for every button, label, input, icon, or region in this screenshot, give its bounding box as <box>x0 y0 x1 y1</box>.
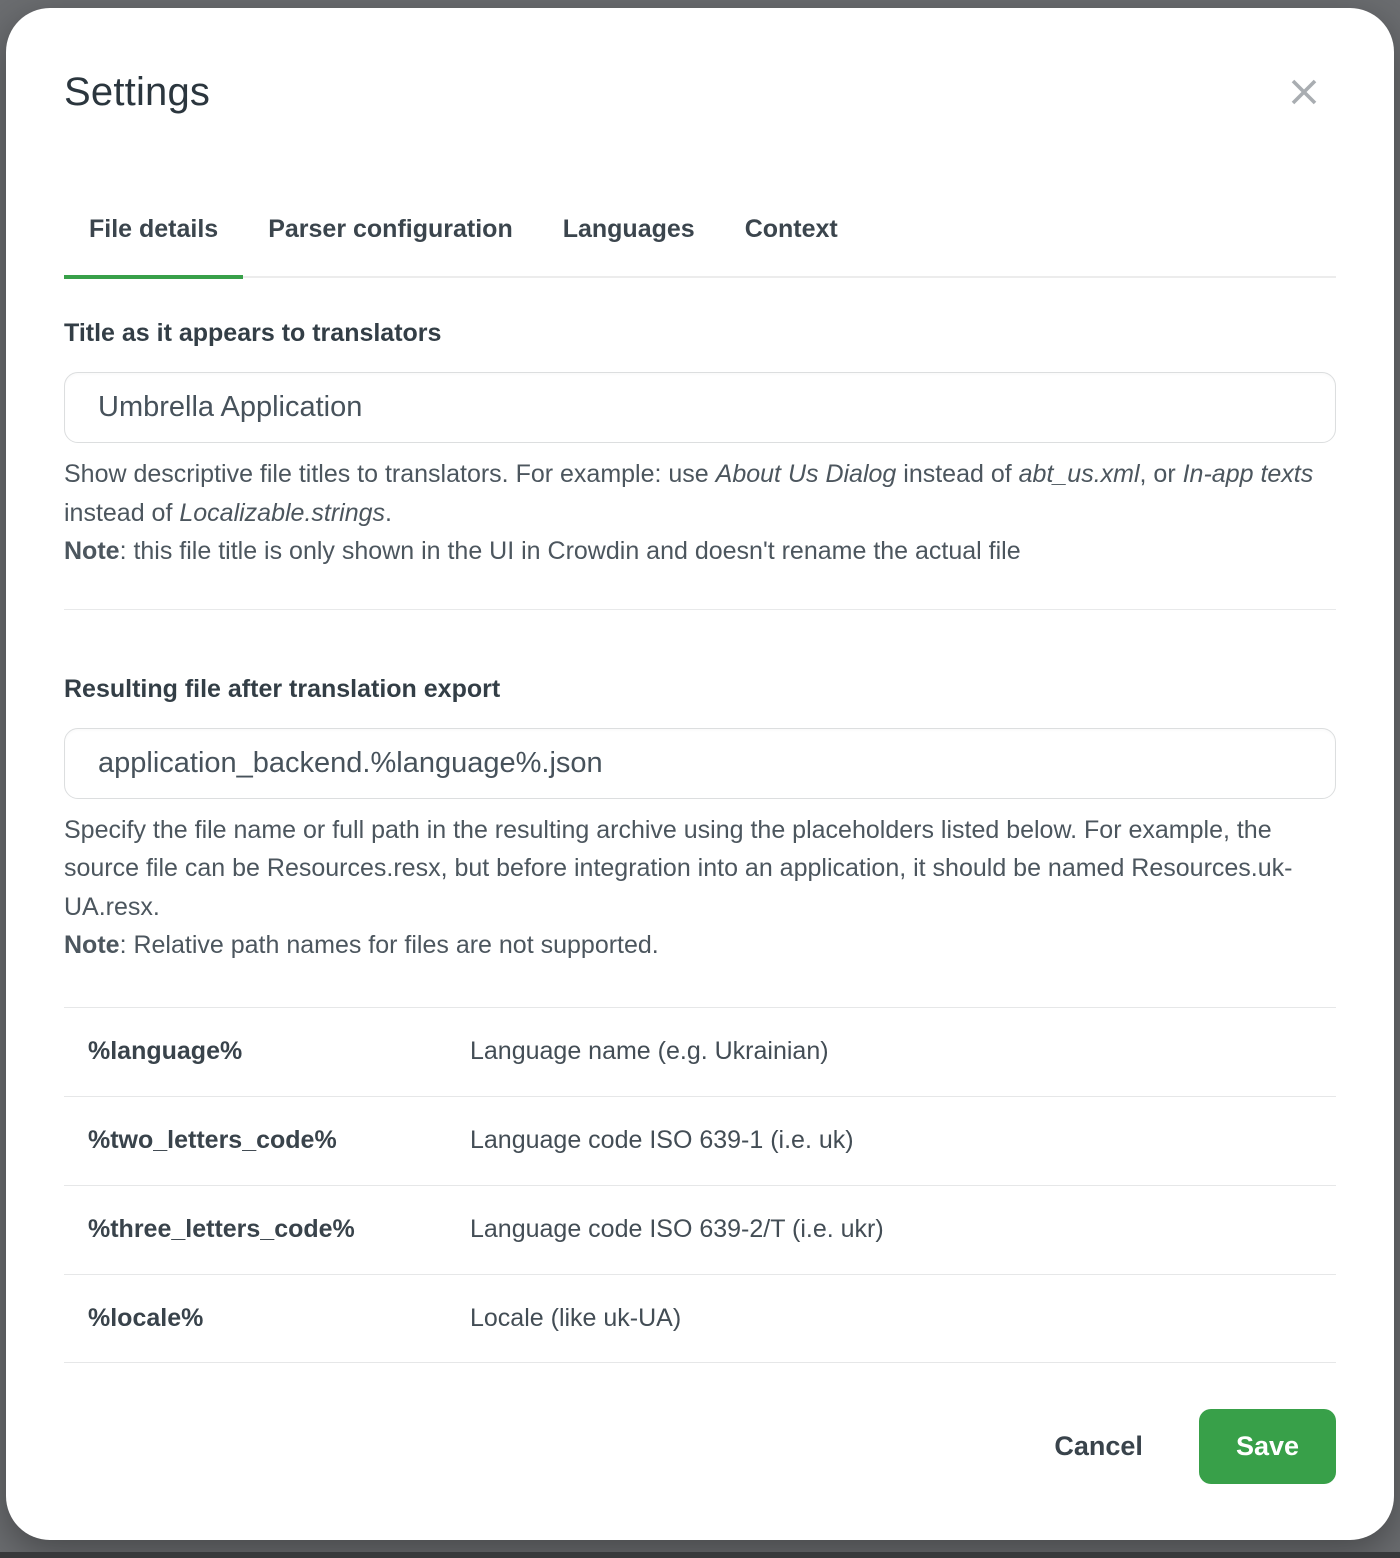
export-field-label: Resulting file after translation export <box>64 674 501 703</box>
modal-header <box>64 8 1336 116</box>
export-filename-input[interactable] <box>64 728 1336 799</box>
placeholders-table <box>64 1007 1336 1363</box>
description-cell: Language name (e.g. Ukrainian) <box>470 1037 829 1065</box>
placeholder-cell: %locale% <box>88 1303 204 1332</box>
section-divider <box>64 609 1336 610</box>
title-input[interactable] <box>64 372 1336 443</box>
export-help-paragraph: Specify the file name or full path in the resulting archive using the placeholders listed below. For example, the source file can be Resources.resx, but before integration into an application, it should be named Resources.uk-UA.resx. <box>64 815 1293 921</box>
page-title: Settings <box>64 70 211 114</box>
section-export-file <box>64 672 1336 965</box>
placeholder-cell: %three_letters_code% <box>88 1215 355 1243</box>
placeholder-cell: %two_letters_code% <box>88 1126 337 1154</box>
modal-footer <box>64 1363 1336 1534</box>
tab-parser-configuration[interactable]: Parser configuration <box>243 212 538 276</box>
tab-languages[interactable]: Languages <box>538 212 720 276</box>
table-row <box>64 1096 1336 1185</box>
title-help-text <box>64 455 1336 571</box>
description-cell: Locale (like uk-UA) <box>470 1303 682 1332</box>
tab-context[interactable]: Context <box>720 212 863 276</box>
close-icon <box>1288 76 1320 108</box>
section-file-title <box>64 316 1336 571</box>
placeholder-cell: %language% <box>88 1037 243 1065</box>
table-row <box>64 1007 1336 1096</box>
cancel-button[interactable]: Cancel <box>1054 1430 1143 1461</box>
table-row <box>64 1185 1336 1274</box>
title-field-label: Title as it appears to translators <box>64 319 442 347</box>
title-help-paragraph: Show descriptive file titles to translators. For example: use About Us Dialog instead of abt_us.xml, or In-app texts instead of Localizable.strings. <box>64 460 1314 527</box>
close-button[interactable] <box>1282 70 1326 114</box>
description-cell: Language code ISO 639-1 (i.e. uk) <box>470 1126 854 1154</box>
description-cell: Language code ISO 639-2/T (i.e. ukr) <box>470 1215 884 1243</box>
export-help-text <box>64 811 1336 965</box>
export-note: Note: Relative path names for files are not supported. <box>64 931 659 959</box>
settings-modal <box>6 8 1394 1540</box>
tab-bar <box>64 212 1336 278</box>
tab-file-details[interactable]: File details <box>64 212 243 276</box>
save-button[interactable]: Save <box>1199 1409 1336 1484</box>
table-row <box>64 1274 1336 1363</box>
title-note: Note: this file title is only shown in the UI in Crowdin and doesn't rename the actual file <box>64 537 1021 565</box>
